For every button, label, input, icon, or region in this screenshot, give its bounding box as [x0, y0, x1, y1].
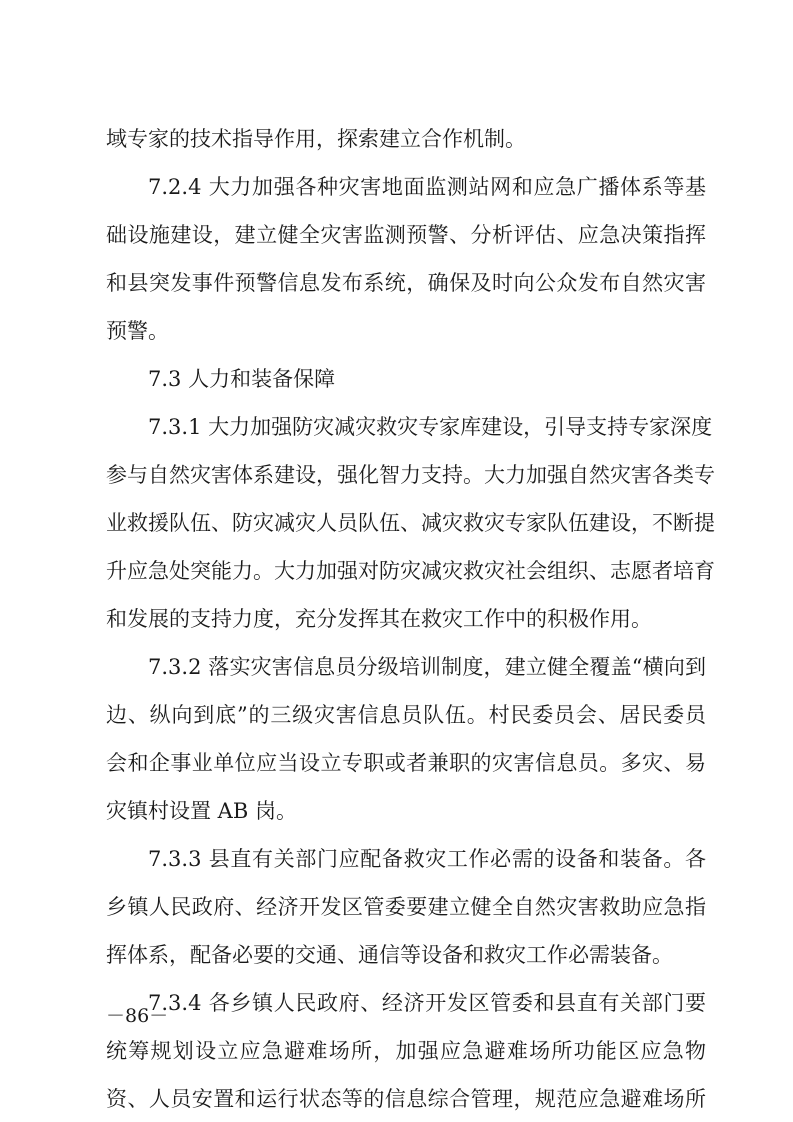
text-line: 7.3.2 落实灾害信息员分级培训制度，建立健全覆盖“横向到 [148, 655, 706, 679]
text-line: 业救援队伍、防灾减灾人员队伍、减灾救灾专家队伍建设，不断提 [106, 511, 715, 535]
text-line: 7.3.1 大力加强防灾减灾救灾专家库建设，引导支持专家深度 [148, 415, 713, 439]
text-line: 统筹规划设立应急避难场所，加强应急避难场所功能区应急物 [106, 1039, 706, 1063]
text-line: 7.3.4 各乡镇人民政府、经济开发区管委和县直有关部门要 [148, 991, 706, 1015]
text-line: 参与自然灾害体系建设，强化智力支持。大力加强自然灾害各类专 [106, 463, 715, 487]
text-line: 域专家的技术指导作用，探索建立合作机制。 [106, 127, 526, 151]
text-line: 和县突发事件预警信息发布系统，确保及时向公众发布自然灾害 [106, 271, 706, 295]
text-line: 边、纵向到底”的三级灾害信息员队伍。村民委员会、居民委员 [106, 703, 706, 727]
text-line: 7.3.3 县直有关部门应配备救灾工作必需的设备和装备。各 [148, 847, 706, 871]
text-line: 会和企事业单位应当设立专职或者兼职的灾害信息员。多灾、易 [106, 751, 706, 775]
text-line: 7.2.4 大力加强各种灾害地面监测站网和应急广播体系等基 [148, 175, 706, 199]
text-line: 灾镇村设置 AB 岗。 [106, 799, 297, 823]
text-line: 础设施建设，建立健全灾害监测预警、分析评估、应急决策指挥 [106, 223, 706, 247]
text-line: 和发展的支持力度，充分发挥其在救灾工作中的积极作用。 [106, 607, 652, 631]
text-line: 预警。 [106, 319, 169, 343]
page-number: －86－ [106, 1005, 169, 1027]
section-heading: 7.3 人力和装备保障 [148, 367, 336, 391]
text-line: 升应急处突能力。大力加强对防灾减灾救灾社会组织、志愿者培育 [106, 559, 715, 583]
text-line: 资、人员安置和运行状态等的信息综合管理，规范应急避难场所 [106, 1087, 706, 1111]
text-line: 乡镇人民政府、经济开发区管委要建立健全自然灾害救助应急指 [106, 895, 706, 919]
text-line: 挥体系，配备必要的交通、通信等设备和救灾工作必需装备。 [106, 943, 673, 967]
